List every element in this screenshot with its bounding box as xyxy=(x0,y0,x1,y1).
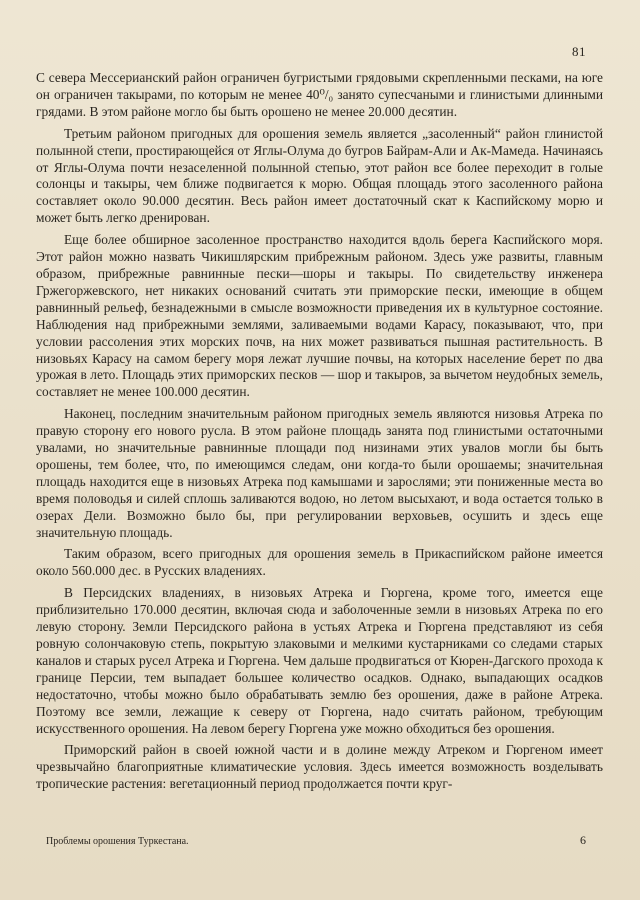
paragraph-1: С севера Мессерианский район ограничен бугристыми грядовыми скрепленными песками, на юге он ограничен такырами, по которым не менее 40⁰/₀ занято супесчаными и глинистыми длинными грядами. В этом районе могло бы быть орошено не менее 20.000 десятин. xyxy=(36,70,603,119)
footer-title: Проблемы орошения Туркестана. xyxy=(46,836,189,847)
sheet-number: 6 xyxy=(580,833,586,847)
paragraph-2: Третьим районом пригодных для орошения земель является „засоленный“ район глинистой полынной степи, простирающейся от Яглы-Олума до бугров Байрам-Али и Ак-Мамеда. Начинаясь от Яглы-Олума почти незаселенной полынной степью, этот район все более переходит в голые солонцы и такыры, чем ближе подвигается к морю. Общая площадь этого засоленного района составляет около 90.000 десятин. Весь район имеет достаточный скат к Каспийскому морю и может быть легко дренирован. xyxy=(36,125,603,226)
paragraph-4: Наконец, последним значительным районом пригодных земель являются низовья Атрека по правую сторону его нового русла. В этом районе площадь занята под глинистыми остаточными увалами, но значительные равнинные площади под низинами этих увалов могли бы быть орошены, тем более, что, по имеющимся следам, они когда-то были орошаемы; значительная площадь находится еще в низовьях Атрека под камышами и зарослями; эти пониженные места во время половодья и силей сплошь заливаются водою, но летом высыхают, и вода остается только в озерах Дели. Возможно было бы, при регулировании верховьев, осушить и здесь еще значительную площадь. xyxy=(36,406,603,540)
paragraph-7: Приморский район в своей южной части и в долине между Атреком и Гюргеном имеет чрезвычайно благоприятные климатические условия. Здесь имеется возможность возделывать тропические растения: вегетационный период продолжается почти круг- xyxy=(36,742,603,792)
page-number: 81 xyxy=(572,44,586,59)
paragraph-3: Еще более обширное засоленное пространство находится вдоль берега Каспийского моря. Этот район можно назвать Чикишлярским прибрежным районом. Здесь уже развиты, главным образом, прибрежные равнинные пески—шоры и такыры. По свидетельству инженера Гржегоржевского, нет никаких оснований считать эти приморские пески, имеющие в общем равнинный рельеф, безнадежными в смысле возможности приведения их в культурное состояние. Наблюдения над прибрежными землями, заливаемыми водами Карасу, показывают, что, при условии рассоления этих морских почв, на них может развиваться пышная растительность. В низовьях Карасу на самом берегу моря лежат лучшие почвы, на которых население берет по два урожая в лето. Площадь этих приморских песков — шор и такыров, за вычетом неудобных земель, составляет не менее 100.000 десятин. xyxy=(36,232,603,400)
body-text xyxy=(36,70,603,798)
paragraph-6: В Персидских владениях, в низовьях Атрека и Гюргена, кроме того, имеется еще приблизительно 170.000 десятин, включая сюда и заболоченные земли в низовьях Атрека по его левую сторону. Земли Персидского района в устьях Атрека и Гюргена представляют из себя ровную солончаковую степь, покрытую злаковыми и мелкими кустарниками со следами старых каналов и старых русел Атрека и Гюргена. Чем дальше продвигаться от Кюрен-Дагского прохода к границе Персии, тем выпадает большее количество осадков. Однако, выпадающих осадков недостаточно, чтобы можно было обрабатывать землю без орошения, даже в районе Атрека. Поэтому все земли, лежащие к северу от Гюргена, надо считать районом, требующим искусственного орошения. На левом берегу Гюргена уже можно обходиться без орошения. xyxy=(36,585,603,736)
page-footer xyxy=(46,833,586,848)
paragraph-5: Таким образом, всего пригодных для орошения земель в Прикаспийском районе имеется около 560.000 дес. в Русских владениях. xyxy=(36,546,603,579)
